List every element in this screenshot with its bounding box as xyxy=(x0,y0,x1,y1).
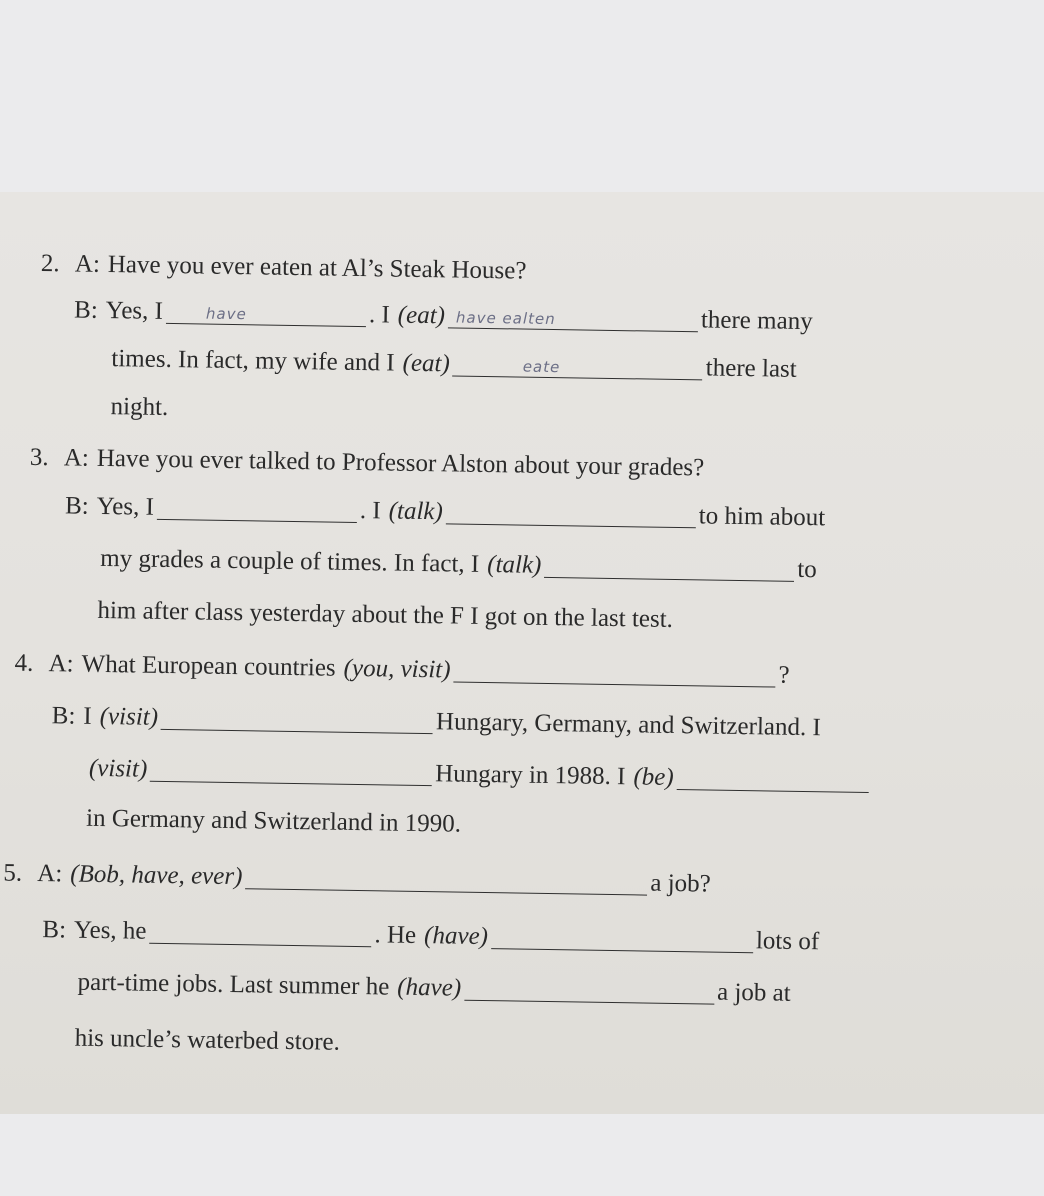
answer-text: I xyxy=(83,702,92,730)
speaker-label: B: xyxy=(42,916,67,944)
answer-blank[interactable] xyxy=(166,301,366,327)
verb-cue: (talk) xyxy=(388,497,444,526)
answer-text: his uncle’s waterbed store. xyxy=(74,1024,341,1056)
speaker-label: A: xyxy=(74,250,101,278)
answer-blank[interactable] xyxy=(446,501,696,528)
answer-text: night. xyxy=(110,393,169,421)
item-number: 2. xyxy=(40,249,60,278)
verb-cue: (Bob, have, ever) xyxy=(70,860,243,891)
answer-text: to him about xyxy=(698,502,826,532)
question-text: a job? xyxy=(650,869,711,898)
answer-text: times. In fact, my wife and I xyxy=(111,345,395,377)
question-text: What European countries xyxy=(81,650,336,682)
item-3-line-a xyxy=(30,445,705,481)
answer-blank[interactable] xyxy=(453,659,775,687)
answer-text: . I xyxy=(368,301,390,329)
answer-text: lots of xyxy=(755,927,820,956)
item-4-line-a xyxy=(14,651,789,688)
verb-cue: (visit) xyxy=(88,754,148,783)
answer-blank[interactable] xyxy=(245,866,647,895)
question-text: Have you ever talked to Professor Alston about your grades? xyxy=(96,444,705,482)
answer-text: him after class yesterday about the F I got on the last test. xyxy=(97,596,674,633)
answer-blank[interactable] xyxy=(149,921,371,947)
item-3-line-c xyxy=(100,546,817,582)
answer-text: my grades a couple of times. In fact, I xyxy=(100,544,480,578)
item-number: 3. xyxy=(29,443,49,472)
speaker-label: B: xyxy=(73,296,98,324)
item-2-line-b xyxy=(74,297,813,334)
question-text: Have you ever eaten at Al’s Steak House? xyxy=(107,251,527,285)
speaker-label: A: xyxy=(37,859,63,888)
answer-blank[interactable] xyxy=(491,926,753,953)
item-number: 4. xyxy=(14,649,34,677)
verb-cue: (you, visit) xyxy=(343,654,451,684)
answer-text: Hungary in 1988. I xyxy=(435,760,626,791)
exercise-page xyxy=(0,192,1044,1114)
answer-text: in Germany and Switzerland in 1990. xyxy=(85,804,462,838)
speaker-label: B: xyxy=(51,702,76,730)
answer-text: . He xyxy=(374,921,417,949)
verb-cue: (have) xyxy=(423,922,489,951)
verb-cue: (be) xyxy=(633,763,674,791)
handwritten-answer: have xyxy=(205,304,247,324)
answer-text: . I xyxy=(359,497,381,525)
speaker-label: A: xyxy=(63,444,90,472)
answer-blank[interactable] xyxy=(464,978,714,1005)
item-4-line-c xyxy=(89,756,872,793)
answer-blank[interactable] xyxy=(161,707,433,734)
item-5-line-b xyxy=(42,917,819,954)
item-number: 5. xyxy=(3,859,23,887)
answer-blank[interactable] xyxy=(453,353,703,380)
item-5-line-d xyxy=(75,1026,341,1055)
answer-text: there many xyxy=(700,306,813,336)
answer-blank[interactable] xyxy=(544,555,794,582)
item-3-line-b xyxy=(65,493,825,530)
item-2-line-d xyxy=(110,394,168,420)
item-2-line-c xyxy=(111,346,797,382)
item-4-line-d xyxy=(86,806,461,837)
answer-text: a job at xyxy=(716,978,791,1007)
answer-blank[interactable] xyxy=(677,767,869,793)
answer-blank[interactable] xyxy=(157,497,357,523)
speaker-label: B: xyxy=(64,492,89,520)
answer-text: to xyxy=(797,555,818,584)
item-3-line-d xyxy=(97,598,673,632)
handwritten-answer: have ealten xyxy=(455,308,556,329)
item-5-line-a xyxy=(3,860,711,896)
book-page-photo xyxy=(0,192,1044,1114)
answer-text: Yes, he xyxy=(73,916,147,945)
item-2-line-a xyxy=(41,251,527,284)
verb-cue: (visit) xyxy=(99,702,159,731)
answer-text: Hungary, Germany, and Switzerland. I xyxy=(435,708,822,742)
answer-text: part-time jobs. Last summer he xyxy=(77,968,390,1001)
answer-blank[interactable] xyxy=(150,759,432,786)
speaker-label: A: xyxy=(48,650,74,678)
item-5-line-c xyxy=(77,970,790,1006)
verb-cue: (eat) xyxy=(402,349,451,378)
verb-cue: (have) xyxy=(397,973,462,1002)
answer-text: Yes, I xyxy=(96,492,155,521)
handwritten-answer: eate xyxy=(522,357,561,377)
item-4-line-b xyxy=(52,703,821,740)
question-end: ? xyxy=(778,661,790,689)
answer-text: Yes, I xyxy=(105,296,164,325)
answer-text: there last xyxy=(705,354,797,383)
verb-cue: (eat) xyxy=(397,301,446,330)
verb-cue: (talk) xyxy=(487,551,542,579)
answer-blank[interactable] xyxy=(448,305,698,332)
